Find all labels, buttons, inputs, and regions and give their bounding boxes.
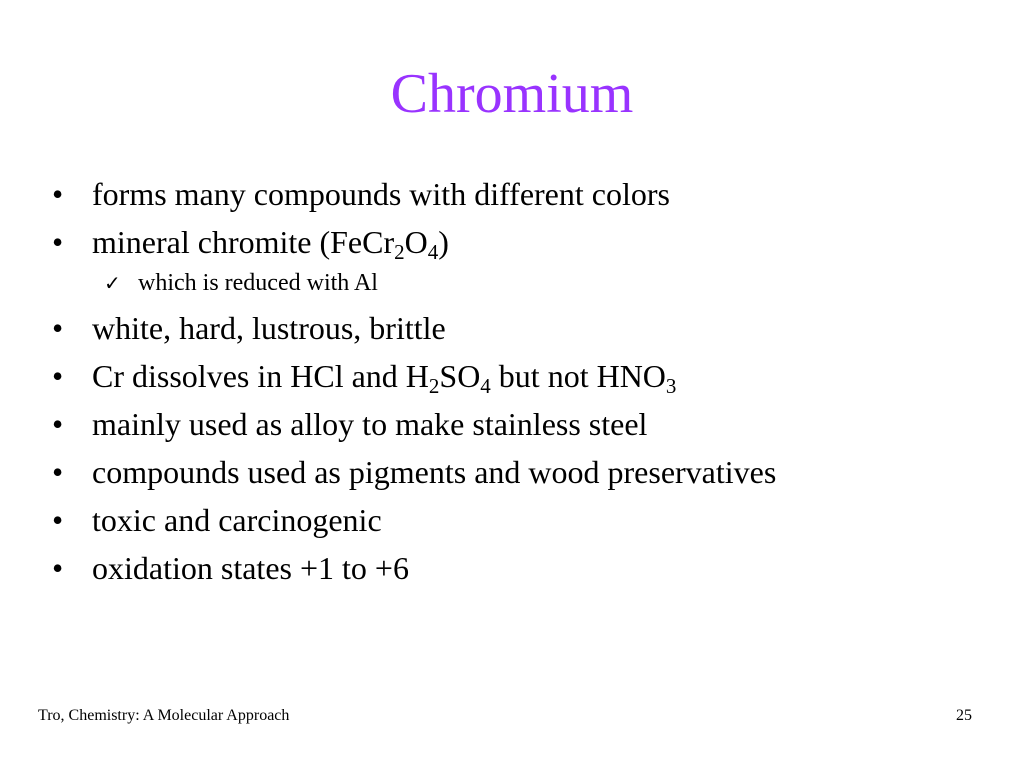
footer-source: Tro, Chemistry: A Molecular Approach (38, 707, 290, 724)
subscript: 4 (427, 240, 439, 264)
bullet-item-properties (52, 304, 992, 352)
sub-bullet-text: which is reduced with Al (138, 270, 378, 296)
bullet-item-toxic (52, 496, 992, 544)
sub-bullet-item-reduced (52, 266, 992, 304)
bullet-icon: • (52, 358, 64, 394)
text-run: mineral chromite (FeCr (92, 224, 395, 260)
bullet-text: mainly used as alloy to make stainless steel (92, 406, 648, 442)
bullet-list (52, 170, 992, 592)
slide-title: Chromium (390, 63, 634, 125)
bullet-text: compounds used as pigments and wood preservatives (92, 454, 777, 490)
bullet-text: toxic and carcinogenic (92, 502, 382, 538)
bullet-icon: • (52, 454, 64, 490)
page-number: 25 (956, 707, 972, 724)
text-run: Cr dissolves in HCl and H (92, 358, 429, 394)
subscript: 2 (394, 240, 405, 264)
bullet-icon: • (52, 176, 64, 212)
bullet-text (92, 218, 449, 266)
bullet-icon: • (52, 550, 64, 586)
text-run: O (404, 224, 428, 260)
text-run: but not HNO (490, 358, 666, 394)
text-run: SO (439, 358, 481, 394)
bullet-icon: • (52, 406, 64, 442)
subscript: 4 (480, 374, 491, 398)
bullet-item-colors (52, 170, 992, 218)
bullet-text: forms many compounds with different colors (92, 176, 670, 212)
bullet-item-alloy (52, 400, 992, 448)
checkmark-icon: ✓ (104, 271, 121, 295)
bullet-text: oxidation states +1 to +6 (92, 550, 409, 586)
bullet-icon: • (52, 502, 64, 538)
bullet-item-dissolves (52, 352, 992, 400)
bullet-item-pigments (52, 448, 992, 496)
bullet-icon: • (52, 310, 64, 346)
bullet-item-oxidation (52, 544, 992, 592)
bullet-item-chromite (52, 218, 992, 266)
subscript: 2 (428, 374, 440, 398)
subscript: 3 (665, 374, 677, 398)
bullet-icon: • (52, 224, 64, 260)
text-run: ) (438, 224, 449, 260)
bullet-text (92, 352, 676, 400)
bullet-text: white, hard, lustrous, brittle (92, 310, 446, 346)
